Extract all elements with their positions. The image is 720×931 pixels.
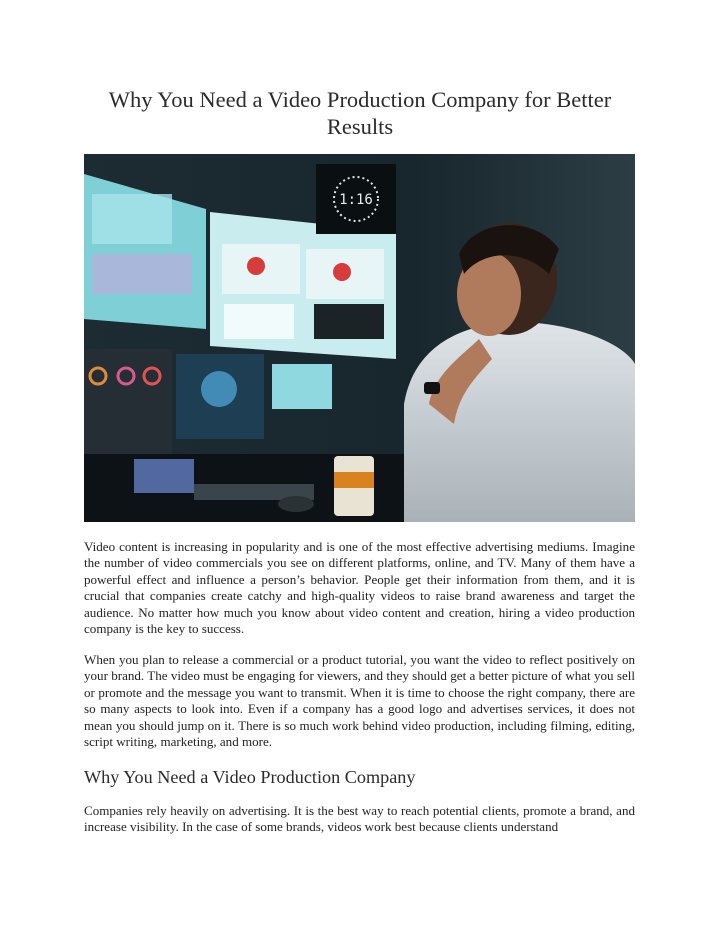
intro-paragraph: Video content is increasing in popularity and is one of the most effective advertising mediums. Imagine the number of video commercials you see on different platforms, online, and TV. Many of them have a powerful effect and influence a person’s behavior. People get their information from them, and it is crucial that companies create catchy and high-quality videos to raise brand awareness and target the audience. No matter how much you know about video content and creation, hiring a video production company is the key to success. (84, 539, 635, 637)
section-paragraph: Companies rely heavily on advertising. It is the best way to reach potential clients, promote a brand, and increase visibility. In the case of some brands, videos work best because clients understand (84, 803, 635, 835)
body-paragraph: When you plan to release a commercial or a product tutorial, you want the video to reflect positively on your brand. The video must be engaging for viewers, and they should get a better picture of what you sell or promote and the message you want to transmit. When it is time to choose the right company, there are so many aspects to look into. Even if a company has a good logo and advertises services, it does not mean you should jump on it. There is so much work behind video production, including filming, editing, script writing, marketing, and more. (84, 652, 635, 750)
section-heading: Why You Need a Video Production Company (84, 767, 416, 787)
page-title: Why You Need a Video Production Company for Better Results (108, 87, 612, 139)
svg-text:1:16: 1:16 (339, 192, 373, 208)
hero-image (84, 154, 635, 522)
photo-icon (84, 154, 635, 522)
